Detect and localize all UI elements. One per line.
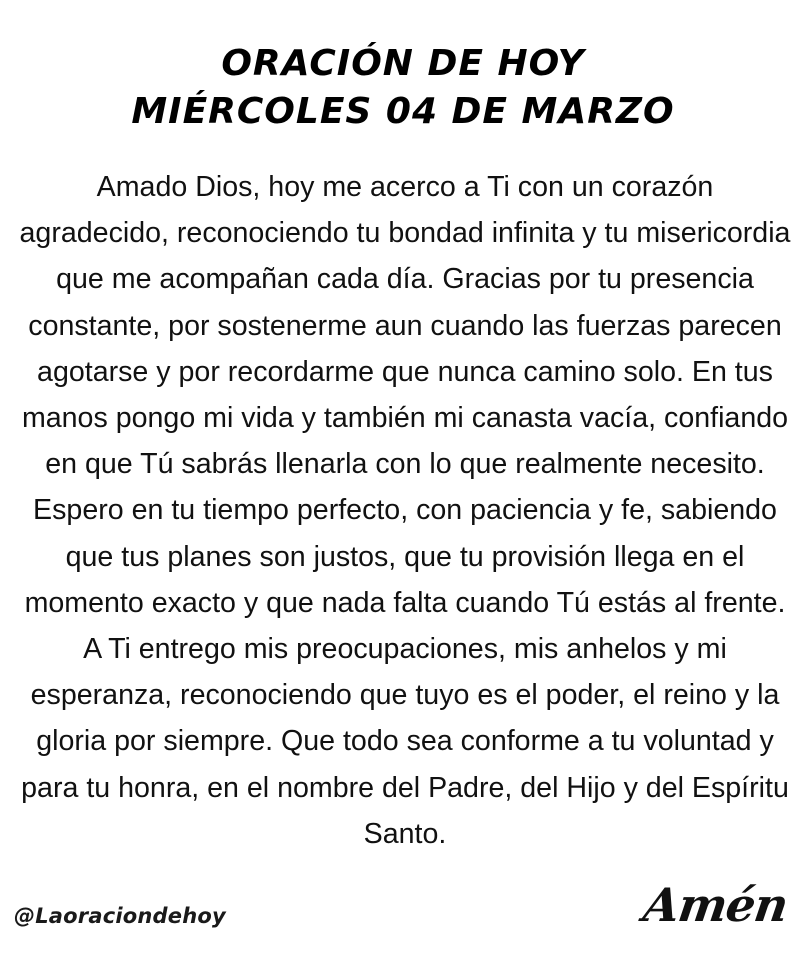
title-line-2: MIÉRCOLES 04 DE MARZO bbox=[131, 91, 675, 132]
amen-signature: Amén bbox=[640, 878, 791, 932]
title-line-1: ORACIÓN DE HOY bbox=[221, 43, 585, 84]
prayer-text: Amado Dios, hoy me acerco a Ti con un corazón agradecido, reconociendo tu bondad infinita y tu misericordia que me acompañan cada día. Gracias por tu presencia constante, por sostenerme aun cuando las fuerzas parecen agotarse y por recordarme que nunca camino solo. En tus manos pongo mi vida y también mi canasta vacía, confiando en que Tú sabrás llenarla con lo que realmente necesito. Espero en tu tiempo perfecto, con paciencia y fe, sabiendo que tus planes son justos, que tu provisión llega en el momento exacto y que nada falta cuando Tú estás al frente. A Ti entrego mis preocupaciones, mis anhelos y mi esperanza, reconociendo que tuyo es el poder, el reino y la gloria por siempre. Que todo sea conforme a tu voluntad y para tu honra, en el nombre del Padre, del Hijo y del Espíritu Santo. bbox=[19, 171, 791, 850]
page-title bbox=[0, 40, 806, 136]
social-handle: @Laoraciondehoy bbox=[14, 904, 226, 928]
